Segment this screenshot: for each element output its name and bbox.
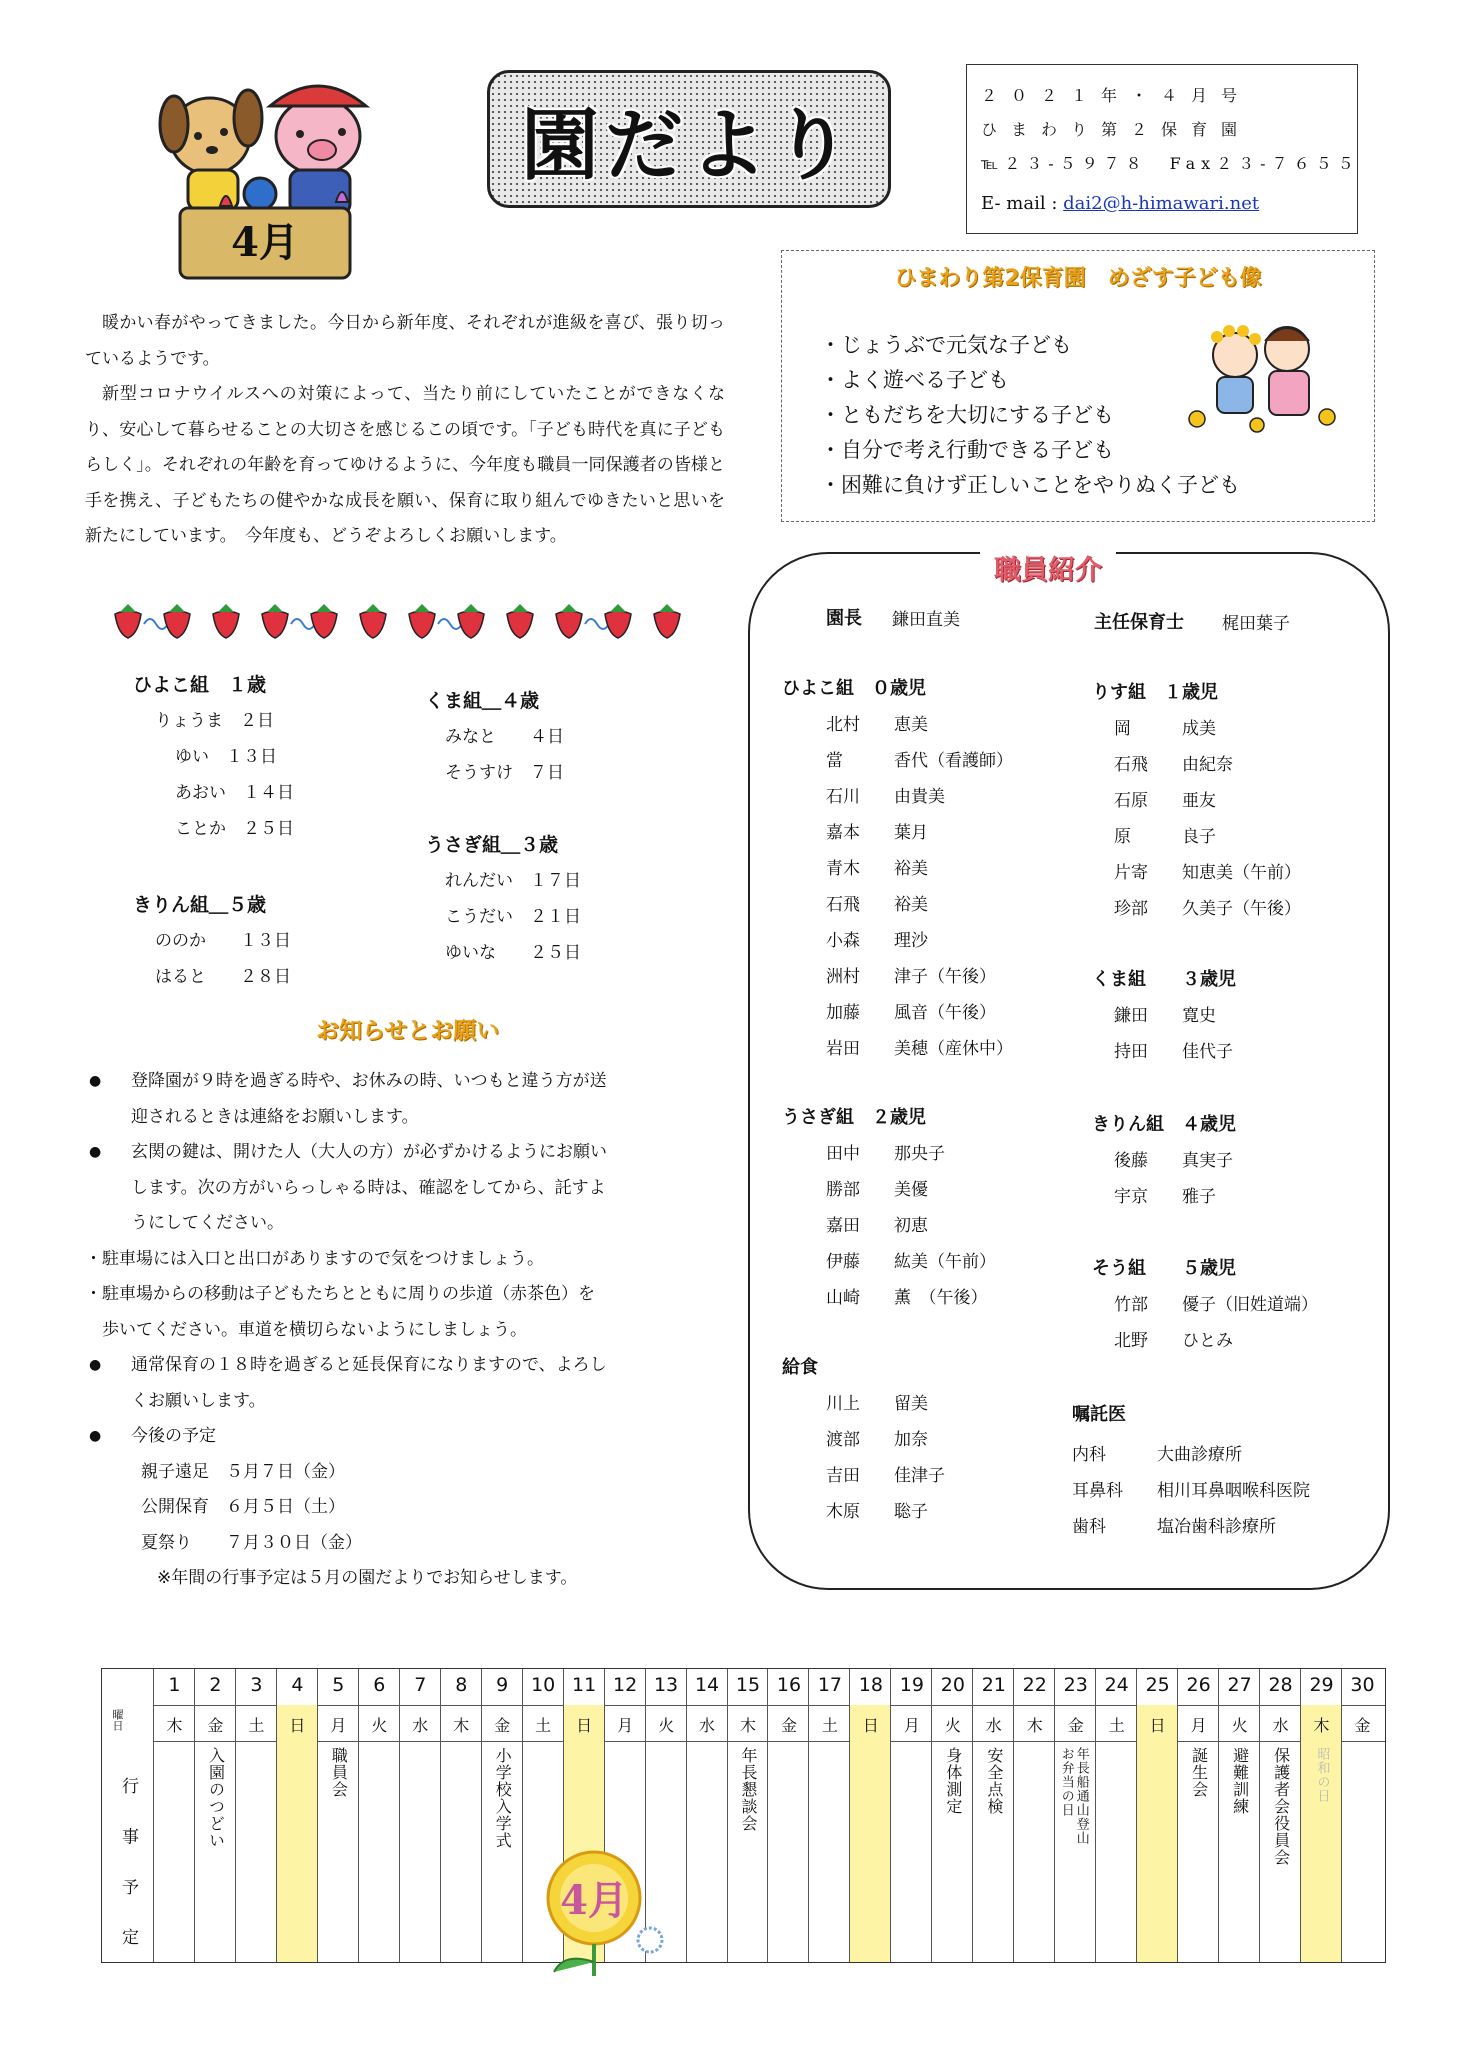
bd-kirin-row: はると ２８日 bbox=[155, 967, 291, 987]
bd-kuma-title: くま組＿４歳 bbox=[425, 690, 540, 712]
calendar-event: 安全点検 bbox=[984, 1747, 1004, 1815]
swirl-icon bbox=[585, 619, 609, 629]
notice-text: ※年間の行事予定は５月の園だよりでお知らせします。 bbox=[157, 1568, 578, 1588]
strawberry-leaf-icon bbox=[316, 604, 332, 612]
day-number: 9 bbox=[496, 1674, 509, 1696]
day-number: 22 bbox=[1022, 1674, 1047, 1696]
day-number: 19 bbox=[899, 1674, 924, 1696]
strawberry-leaf-icon bbox=[365, 604, 381, 612]
weekday: 日 bbox=[576, 1716, 593, 1735]
swirl-icon bbox=[144, 619, 168, 629]
bullet-icon: ● bbox=[89, 1428, 102, 1444]
calendar-event: 保護者会役員会 bbox=[1271, 1747, 1291, 1866]
strawberry-icon bbox=[360, 611, 386, 638]
calendar-badge-text: 4月 bbox=[560, 1877, 628, 1924]
notice-line bbox=[85, 1526, 725, 1562]
strawberry-icon bbox=[409, 611, 435, 638]
day-number: 17 bbox=[817, 1674, 843, 1696]
goal-item: ・ともだちを大切にする子ども bbox=[820, 403, 1114, 427]
calendar-event: 昭和の日 bbox=[1314, 1747, 1330, 1803]
day-number: 3 bbox=[250, 1674, 263, 1696]
weekday: 金 bbox=[1354, 1716, 1371, 1735]
staff-name: 川上 留美 bbox=[826, 1394, 928, 1414]
day-number: 15 bbox=[735, 1674, 761, 1696]
staff-name: 洲村 津子（午後） bbox=[826, 967, 996, 987]
day-number: 28 bbox=[1268, 1674, 1293, 1696]
notice-text: うにしてください。 bbox=[131, 1213, 284, 1233]
staff-name: 當 香代（看護師） bbox=[826, 751, 1013, 771]
doctors-title: 嘱託医 bbox=[1072, 1404, 1126, 1425]
day-number: 14 bbox=[694, 1674, 720, 1696]
intro-text bbox=[85, 306, 725, 555]
goal-box bbox=[781, 250, 1375, 522]
day-number: 20 bbox=[940, 1674, 965, 1696]
staff-name: 珍部 久美子（午後） bbox=[1114, 899, 1301, 919]
calendar-event: 入園のつどい bbox=[206, 1747, 226, 1849]
notice-text: します。次の方がいらっしゃる時は、確認をしてから、託すよ bbox=[131, 1177, 606, 1198]
staff-name: 原 良子 bbox=[1114, 827, 1216, 847]
calendar-event: 職員会 bbox=[329, 1747, 349, 1798]
day-number: 7 bbox=[414, 1674, 427, 1696]
notice-line bbox=[85, 1384, 725, 1420]
strawberry-leaf-icon bbox=[561, 604, 577, 612]
notice-text: ・駐車場からの移動は子どもたちとともに周りの歩道（赤茶色）を bbox=[85, 1284, 595, 1304]
strawberry-leaf-icon bbox=[610, 604, 626, 612]
holiday-highlight bbox=[277, 1705, 317, 1962]
staff-group-title: 給食 bbox=[782, 1357, 818, 1378]
director-name: 鎌田直美 bbox=[892, 610, 960, 630]
bd-usagi-title: うさぎ組＿３歳 bbox=[425, 834, 559, 856]
staff-name: 石川 由貴美 bbox=[826, 787, 945, 807]
chief-label: 主任保育士 bbox=[1094, 612, 1184, 633]
staff-name: 田中 那央子 bbox=[826, 1144, 945, 1164]
doctor-row: 耳鼻科 相川耳鼻咽喉科医院 bbox=[1072, 1481, 1310, 1501]
title-banner bbox=[487, 70, 891, 208]
bd-hiyoko-row: りょうま ２日 bbox=[155, 711, 274, 731]
staff-group-title: くま組 ３歳児 bbox=[1092, 969, 1236, 990]
weekday: 月 bbox=[617, 1716, 634, 1735]
staff-name: 勝部 美優 bbox=[826, 1180, 928, 1200]
strawberry-icon bbox=[311, 611, 337, 638]
intro-paragraph-2: 新型コロナウイルスへの対策によって、当たり前にしていたことができなくなり、安心して暮らせることの大切さを感じるこの頃です。「子ども時代を真に子どもらしく」。それぞれの年齢を育ってゆけるように、今年度も職員一同保護者の皆様と手を携え、子どもたちの健やかな成長を願い、保育に取り組んでゆきたいと思いを新たにしています。 今年度も、どうぞよろしくお願いします。 bbox=[85, 384, 725, 546]
staff-name: 青木 裕美 bbox=[826, 859, 928, 879]
strawberry-leaf-icon bbox=[120, 604, 136, 612]
notice-line bbox=[85, 1206, 725, 1242]
staff-name: 伊藤 紘美（午前） bbox=[826, 1252, 996, 1272]
holiday-highlight bbox=[1137, 1705, 1177, 1962]
day-number: 10 bbox=[531, 1674, 556, 1696]
goal-item: ・自分で考え行動できる子ども bbox=[820, 438, 1114, 462]
bd-usagi-row: ゆいな ２５日 bbox=[445, 943, 581, 963]
day-number: 29 bbox=[1309, 1674, 1334, 1696]
strawberry-leaf-icon bbox=[267, 604, 283, 612]
calendar-event: 誕生会 bbox=[1189, 1747, 1209, 1798]
strawberry-leaf-icon bbox=[169, 604, 185, 612]
notice-line bbox=[85, 1490, 725, 1526]
weekday: 土 bbox=[821, 1716, 838, 1735]
strawberry-icon bbox=[605, 611, 631, 638]
strawberry-icon bbox=[164, 611, 190, 638]
staff-name: 渡部 加奈 bbox=[826, 1430, 928, 1450]
bd-usagi-row: れんだい １７日 bbox=[445, 871, 581, 891]
day-number: 1 bbox=[168, 1674, 181, 1696]
notice-text: 親子遠足 ５月７日（金） bbox=[141, 1461, 345, 1482]
notice-text: 通常保育の１８時を過ぎると延長保育になりますので、よろし bbox=[131, 1355, 607, 1375]
notice-text: 登降園が９時を過ぎる時や、お休みの時、いつもと違う方が送 bbox=[131, 1071, 607, 1091]
notice-line bbox=[85, 1100, 725, 1136]
staff-name: 石飛 由紀奈 bbox=[1114, 755, 1233, 775]
bullet-icon: ● bbox=[89, 1144, 102, 1160]
director-label: 園長 bbox=[826, 608, 862, 629]
day-number: 11 bbox=[572, 1674, 597, 1696]
notice-line bbox=[85, 1171, 725, 1207]
swirl-icon bbox=[291, 619, 315, 629]
strawberry-leaf-icon bbox=[414, 604, 430, 612]
notice-line bbox=[85, 1242, 725, 1278]
staff-name: 嘉田 初恵 bbox=[826, 1216, 928, 1236]
org-name: ひまわり第２保育園 bbox=[981, 120, 1252, 139]
staff-name: 鎌田 寛史 bbox=[1114, 1006, 1216, 1026]
bullet-icon: ● bbox=[89, 1357, 102, 1373]
badge-month: 4月 bbox=[231, 219, 299, 266]
bd-usagi-row: こうだい ２１日 bbox=[445, 907, 581, 927]
day-number: 21 bbox=[981, 1674, 1006, 1696]
goal-title: ひまわり第2保育園 めざす子ども像 bbox=[894, 266, 1262, 291]
notice-text: 玄関の鍵は、開けた人（大人の方）が必ずかけるようにお願い bbox=[131, 1142, 607, 1162]
day-number: 24 bbox=[1104, 1674, 1129, 1696]
staff-name: 吉田 佳津子 bbox=[826, 1466, 945, 1486]
staff-group-title: うさぎ組 ２歳児 bbox=[782, 1107, 926, 1128]
bd-kuma-row: そうすけ ７日 bbox=[445, 763, 564, 783]
day-number: 2 bbox=[209, 1674, 222, 1696]
bd-hiyoko-row: ことか ２５日 bbox=[175, 819, 294, 839]
day-number: 12 bbox=[613, 1674, 638, 1696]
strawberry-icon bbox=[458, 611, 484, 638]
weekday: 木 bbox=[740, 1716, 757, 1735]
event-calendar bbox=[101, 1668, 1386, 1963]
strawberry-leaf-icon bbox=[463, 604, 479, 612]
strawberry-icon bbox=[213, 611, 239, 638]
day-number: 4 bbox=[291, 1674, 304, 1696]
goal-item: ・よく遊べる子ども bbox=[820, 368, 1009, 392]
staff-name: 石飛 裕美 bbox=[826, 895, 928, 915]
chief-name: 梶田葉子 bbox=[1222, 614, 1290, 634]
weekday: 金 bbox=[494, 1716, 511, 1735]
day-number: 18 bbox=[858, 1674, 883, 1696]
staff-name: 岩田 美穂（産休中） bbox=[826, 1039, 1013, 1059]
staff-name: 後藤 真実子 bbox=[1114, 1151, 1233, 1171]
notice-line bbox=[85, 1561, 725, 1597]
strawberry-icon bbox=[556, 611, 582, 638]
notice-list bbox=[85, 1064, 725, 1597]
weekday: 水 bbox=[985, 1716, 1002, 1735]
notice-line bbox=[85, 1277, 725, 1313]
staff-group-title: ひよこ組 ０歳児 bbox=[782, 678, 926, 699]
swirl-icon bbox=[438, 619, 462, 629]
day-number: 23 bbox=[1063, 1674, 1088, 1696]
strawberry-leaf-icon bbox=[659, 604, 675, 612]
weekday: 水 bbox=[699, 1716, 716, 1735]
bd-hiyoko-row: あおい １４日 bbox=[175, 783, 294, 803]
weekday: 火 bbox=[1231, 1716, 1248, 1735]
weekday: 日 bbox=[862, 1716, 879, 1735]
staff-name: 片寄 知恵美（午前） bbox=[1114, 863, 1301, 883]
staff-name: 加藤 風音（午後） bbox=[826, 1003, 996, 1023]
notice-line bbox=[85, 1313, 725, 1349]
day-number: 16 bbox=[776, 1674, 802, 1696]
staff-name: 木原 聡子 bbox=[826, 1502, 928, 1522]
weekday: 金 bbox=[207, 1716, 224, 1735]
day-number: 6 bbox=[373, 1674, 386, 1696]
notice-text: 今後の予定 bbox=[131, 1426, 216, 1446]
notice-line bbox=[85, 1348, 725, 1384]
children-illustration bbox=[1177, 315, 1347, 437]
weekday: 水 bbox=[412, 1716, 429, 1735]
calendar-event: 避難訓練 bbox=[1230, 1747, 1250, 1815]
weekday: 月 bbox=[330, 1716, 347, 1735]
notice-line bbox=[85, 1419, 725, 1455]
weekday: 水 bbox=[1272, 1716, 1289, 1735]
notice-line bbox=[85, 1064, 725, 1100]
notice-text: 夏祭り ７月３０日（金） bbox=[141, 1532, 362, 1553]
doctor-row: 内科 大曲診療所 bbox=[1072, 1445, 1242, 1465]
goal-item: ・困難に負けず正しいことをやりぬく子ども bbox=[820, 473, 1240, 497]
staff-group-title: きりん組 ４歳児 bbox=[1092, 1114, 1236, 1135]
weekday: 火 bbox=[944, 1716, 961, 1735]
notice-line bbox=[85, 1135, 725, 1171]
strawberry-icon bbox=[654, 611, 680, 638]
info-box bbox=[966, 64, 1358, 234]
doctor-row: 歯科 塩冶歯科診療所 bbox=[1072, 1517, 1276, 1537]
weekday: 土 bbox=[1108, 1716, 1125, 1735]
weekday: 日 bbox=[289, 1716, 306, 1735]
weekday: 金 bbox=[780, 1716, 797, 1735]
calendar-event: 身体測定 bbox=[943, 1747, 963, 1815]
intro-paragraph-1: 暖かい春がやってきました。今日から新年度、それぞれが進級を喜び、張り切っているようです。 bbox=[85, 313, 725, 369]
calendar-event: 年長船通山登山 bbox=[1073, 1747, 1089, 1845]
notice-text: 歩いてください。車道を横切らないようにしましょう。 bbox=[85, 1319, 527, 1340]
strawberry-icon bbox=[507, 611, 533, 638]
bd-hiyoko-row: ゆい １３日 bbox=[175, 747, 277, 767]
day-number: 26 bbox=[1186, 1674, 1211, 1696]
calendar-event: 年長懇談会 bbox=[739, 1747, 759, 1832]
staff-group-title: りす組 １歳児 bbox=[1092, 682, 1218, 703]
day-number: 5 bbox=[332, 1674, 345, 1696]
day-number: 27 bbox=[1227, 1674, 1252, 1696]
staff-group-title: そう組 ５歳児 bbox=[1092, 1258, 1236, 1279]
notice-text: 公開保育 ６月５日（土） bbox=[141, 1497, 345, 1517]
bd-kuma-row: みなと ４日 bbox=[445, 727, 564, 747]
staff-name: 山崎 薫 （午後） bbox=[826, 1288, 988, 1308]
weekday-label: 曜日 bbox=[111, 1709, 124, 1731]
events-label: 行 事 予 定 bbox=[118, 1777, 138, 1960]
staff-name: 石原 亜友 bbox=[1114, 791, 1216, 811]
weekday: 木 bbox=[1026, 1716, 1043, 1735]
staff-name: 宇京 雅子 bbox=[1114, 1187, 1216, 1207]
bd-kirin-row: ののか １３日 bbox=[155, 931, 291, 951]
weekday: 火 bbox=[371, 1716, 388, 1735]
day-number: 30 bbox=[1350, 1674, 1375, 1696]
day-number: 13 bbox=[653, 1674, 679, 1696]
staff-title: 職員紹介 bbox=[980, 548, 1116, 587]
email-link[interactable]: dai2@h-himawari.net bbox=[1063, 193, 1260, 214]
calendar-event: 小学校入学式 bbox=[493, 1747, 513, 1849]
weekday: 土 bbox=[248, 1716, 265, 1735]
weekday: 土 bbox=[535, 1716, 552, 1735]
staff-name: 小森 理沙 bbox=[826, 931, 928, 951]
bd-kirin-title: きりん組＿５歳 bbox=[133, 894, 267, 916]
flower-badge bbox=[532, 1836, 682, 1980]
notice-line bbox=[85, 1455, 725, 1491]
issue-date: ２０２１年・４月号 bbox=[981, 86, 1252, 105]
strawberry-icon bbox=[115, 611, 141, 638]
notice-title: お知らせとお願い bbox=[316, 1018, 500, 1044]
notice-text: くお願いします。 bbox=[131, 1390, 266, 1411]
weekday: 木 bbox=[166, 1716, 183, 1735]
email-line: E- mail : dai2@h-himawari.net bbox=[981, 193, 1260, 214]
holiday-highlight bbox=[850, 1705, 890, 1962]
staff-name: 北村 恵美 bbox=[826, 715, 928, 735]
bd-hiyoko-title: ひよこ組 １歳 bbox=[133, 674, 267, 696]
weekday: 日 bbox=[1149, 1716, 1166, 1735]
bullet-icon: ● bbox=[89, 1073, 102, 1089]
staff-name: 岡 成美 bbox=[1114, 719, 1216, 739]
staff-name: 北野 ひとみ bbox=[1114, 1331, 1233, 1351]
staff-name: 嘉本 葉月 bbox=[826, 823, 928, 843]
strawberry-icon bbox=[262, 611, 288, 638]
holiday-highlight bbox=[1301, 1705, 1341, 1962]
staff-name: 持田 佳代子 bbox=[1114, 1042, 1233, 1062]
weekday: 月 bbox=[903, 1716, 920, 1735]
goal-item: ・じょうぶで元気な子ども bbox=[820, 333, 1072, 357]
strawberry-leaf-icon bbox=[218, 604, 234, 612]
mascot-illustration bbox=[140, 66, 402, 284]
weekday: 木 bbox=[453, 1716, 470, 1735]
staff-name: 竹部 優子（旧姓道端） bbox=[1114, 1295, 1318, 1315]
page-title: 園だより bbox=[520, 101, 857, 191]
weekday: 月 bbox=[1190, 1716, 1207, 1735]
weekday: 金 bbox=[1067, 1716, 1084, 1735]
strawberry-leaf-icon bbox=[512, 604, 528, 612]
calendar-event: お弁当の日 bbox=[1058, 1747, 1074, 1817]
weekday: 木 bbox=[1313, 1716, 1330, 1735]
notice-text: ・駐車場には入口と出口がありますので気をつけましょう。 bbox=[85, 1248, 544, 1269]
day-number: 8 bbox=[455, 1674, 468, 1696]
notice-text: 迎されるときは連絡をお願いします。 bbox=[131, 1106, 419, 1127]
day-number: 25 bbox=[1145, 1674, 1170, 1696]
tel-fax: ℡２３-５９７８ Fax２３-７６５５ bbox=[981, 154, 1360, 173]
weekday: 火 bbox=[658, 1716, 675, 1735]
strawberry-divider bbox=[108, 600, 698, 642]
